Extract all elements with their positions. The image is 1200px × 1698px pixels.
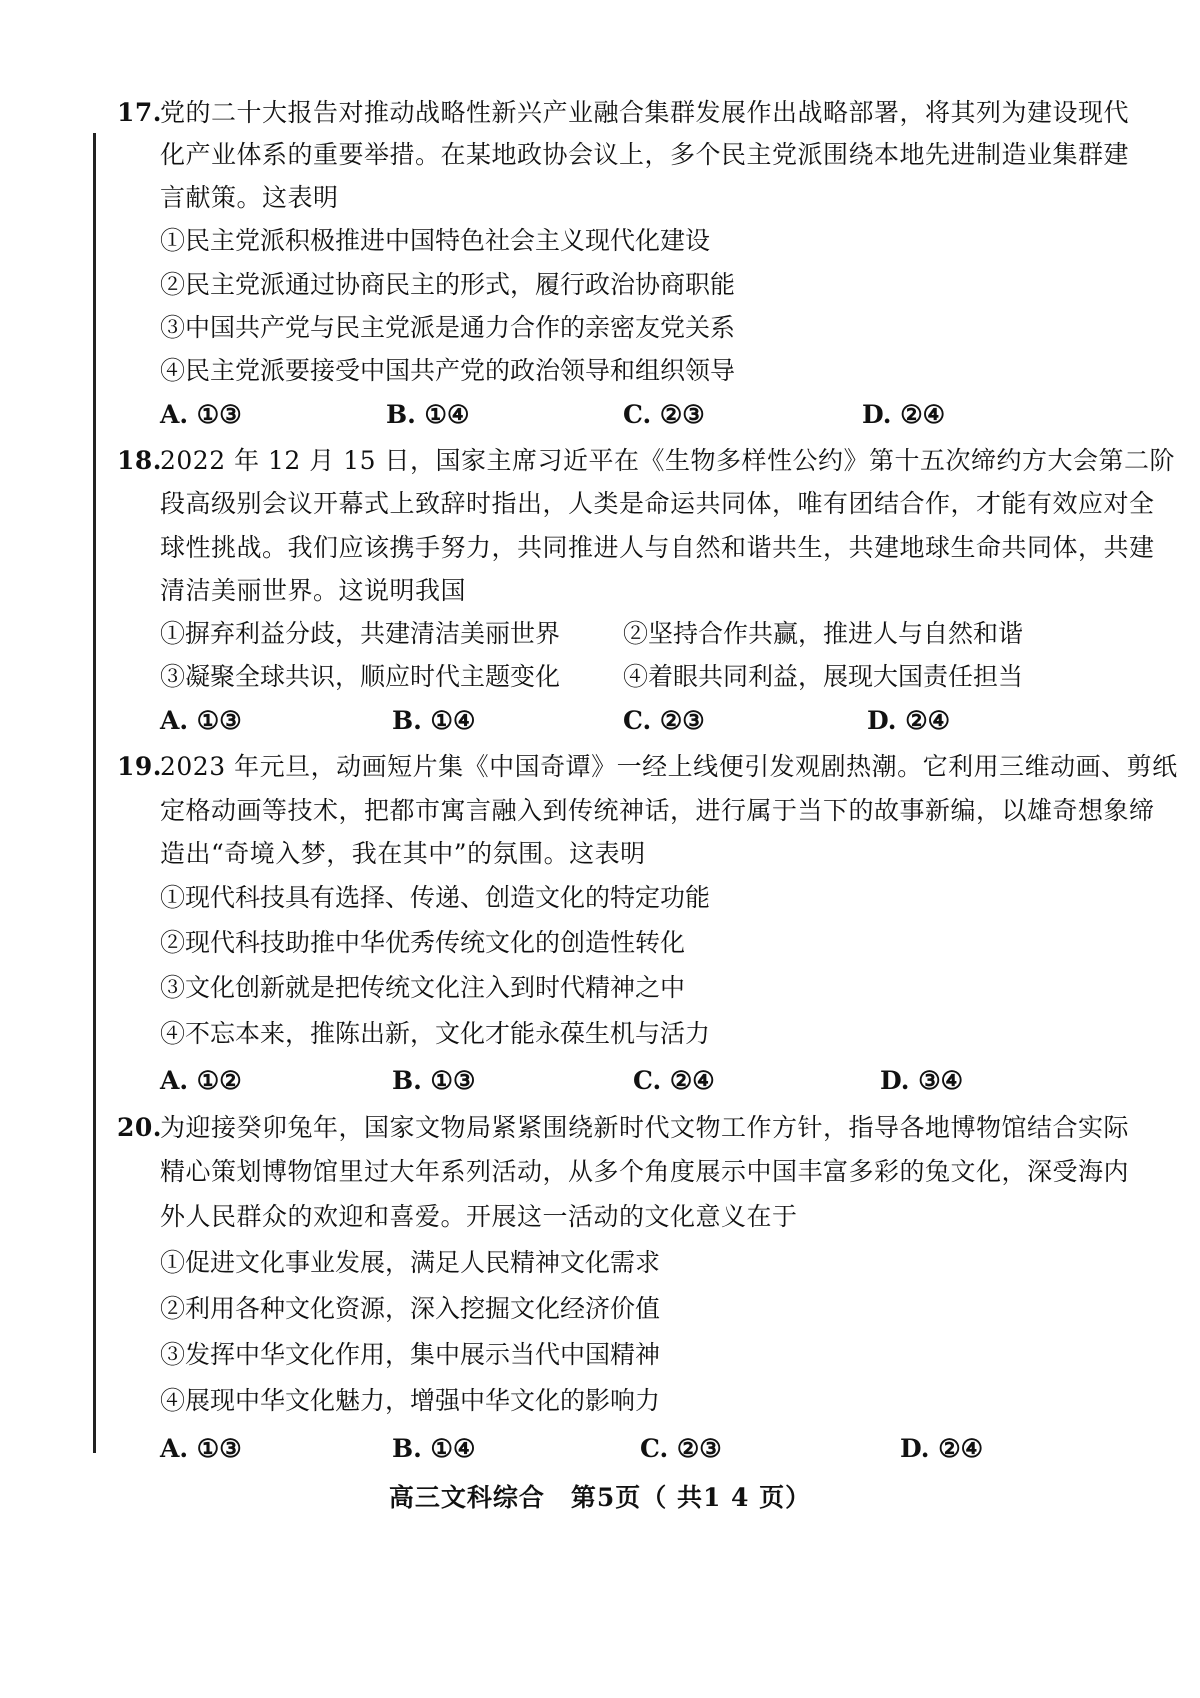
option-2: ②坚持合作共赢，推进人与自然和谐 — [623, 619, 1024, 648]
question-number: 19. — [117, 752, 162, 781]
answer-b: B. ①③ — [392, 1066, 476, 1095]
option-1: ①摒弃利益分歧，共建清洁美丽世界 — [160, 619, 561, 648]
question-stem-line: 外人民群众的欢迎和喜爱。开展这一活动的文化意义在于 — [160, 1202, 798, 1231]
answer-d: D. ②④ — [867, 706, 951, 735]
option-4: ④不忘本来，推陈出新，文化才能永葆生机与活力 — [160, 1019, 711, 1048]
question-stem-line: 造出“奇境入梦，我在其中”的氛围。这表明 — [160, 839, 646, 868]
option-1: ①现代科技具有选择、传递、创造文化的特定功能 — [160, 883, 711, 912]
question-stem-line: 定格动画等技术，把都市寓言融入到传统神话，进行属于当下的故事新编，以雄奇想象缔 — [160, 796, 1155, 825]
answer-b: B. ①④ — [392, 706, 476, 735]
question-stem-line: 言献策。这表明 — [160, 183, 339, 212]
answer-b: B. ①④ — [392, 1434, 476, 1463]
question-stem-line: 精心策划博物馆里过大年系列活动，从多个角度展示中国丰富多彩的兔文化，深受海内 — [160, 1157, 1130, 1186]
option-3: ③发挥中华文化作用，集中展示当代中国精神 — [160, 1340, 661, 1369]
question-stem-line: 球性挑战。我们应该携手努力，共同推进人与自然和谐共生，共建地球生命共同体，共建 — [160, 533, 1155, 562]
option-3: ③文化创新就是把传统文化注入到时代精神之中 — [160, 973, 686, 1002]
answer-d: D. ②④ — [862, 400, 946, 429]
answer-c: C. ②③ — [623, 400, 705, 429]
question-stem-line: 段高级别会议开幕式上致辞时指出，人类是命运共同体，唯有团结合作，才能有效应对全 — [160, 489, 1155, 518]
answer-a: A. ①② — [160, 1066, 242, 1095]
answer-d: D. ②④ — [900, 1434, 984, 1463]
option-3: ③中国共产党与民主党派是通力合作的亲密友党关系 — [160, 313, 736, 342]
question-stem-line: 化产业体系的重要举措。在某地政协会议上，多个民主党派围绕本地先进制造业集群建 — [160, 140, 1130, 169]
question-stem-line: 清洁美丽世界。这说明我国 — [160, 576, 467, 605]
question-number: 20. — [117, 1113, 162, 1142]
option-1: ①民主党派积极推进中国特色社会主义现代化建设 — [160, 226, 711, 255]
question-stem-line: 2023 年元旦，动画短片集《中国奇谭》一经上线便引发观剧热潮。它利用三维动画、剪纸 — [160, 752, 1178, 781]
option-2: ②现代科技助推中华优秀传统文化的创造性转化 — [160, 928, 686, 957]
answer-c: C. ②④ — [633, 1066, 715, 1095]
page-footer: 高三文科综合 第5页（ 共1 4 页） — [388, 1483, 812, 1512]
question-number: 18. — [117, 446, 162, 475]
option-3: ③凝聚全球共识，顺应时代主题变化 — [160, 662, 561, 691]
answer-d: D. ③④ — [880, 1066, 964, 1095]
question-stem-line: 为迎接癸卯兔年，国家文物局紧紧围绕新时代文物工作方针，指导各地博物馆结合实际 — [160, 1113, 1130, 1142]
answer-a: A. ①③ — [160, 400, 242, 429]
answer-c: C. ②③ — [623, 706, 705, 735]
answer-a: A. ①③ — [160, 1434, 242, 1463]
question-stem-line: 2022 年 12 月 15 日，国家主席习近平在《生物多样性公约》第十五次缔约方大会第二阶 — [160, 446, 1175, 475]
option-2: ②民主党派通过协商民主的形式，履行政治协商职能 — [160, 270, 736, 299]
option-2: ②利用各种文化资源，深入挖掘文化经济价值 — [160, 1294, 661, 1323]
option-1: ①促进文化事业发展，满足人民精神文化需求 — [160, 1248, 661, 1277]
answer-a: A. ①③ — [160, 706, 242, 735]
answer-c: C. ②③ — [640, 1434, 722, 1463]
option-4: ④民主党派要接受中国共产党的政治领导和组织领导 — [160, 356, 736, 385]
question-number: 17. — [117, 98, 162, 127]
option-4: ④着眼共同利益，展现大国责任担当 — [623, 662, 1024, 691]
question-stem-line: 党的二十大报告对推动战略性新兴产业融合集群发展作出战略部署，将其列为建设现代 — [160, 98, 1130, 127]
option-4: ④展现中华文化魅力，增强中华文化的影响力 — [160, 1386, 661, 1415]
left-margin-rule — [93, 133, 96, 1453]
answer-b: B. ①④ — [386, 400, 470, 429]
